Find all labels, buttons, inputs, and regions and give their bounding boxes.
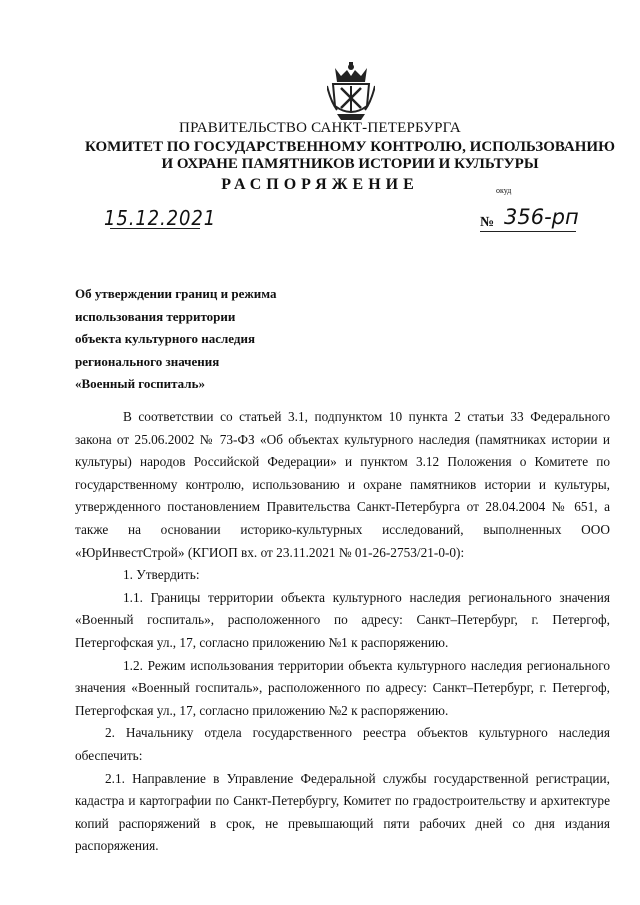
number-sign: № <box>480 215 495 230</box>
handwritten-number: 356-рп <box>504 205 579 229</box>
title-line: регионального значения <box>75 353 220 369</box>
clause-2-1: 2.1. Направление в Управление Федеральной службы государственной регистрации, кадастра и картографии по Санкт-Петербургу, Комитет по градостроительству и архитектуре копий распоряжений в срок, не превышающий пяти рабочих дней со дня издания распоряжения. <box>75 770 610 854</box>
committee-name <box>60 139 640 173</box>
committee-name-line-1: КОМИТЕТ ПО ГОСУДАРСТВЕННОМУ КОНТРОЛЮ, ИСПОЛЬЗОВАНИЮ <box>85 139 615 155</box>
committee-name-line-2: И ОХРАНЕ ПАМЯТНИКОВ ИСТОРИИ И КУЛЬТУРЫ <box>161 156 539 172</box>
coat-of-arms-emblem-icon <box>327 62 375 122</box>
preamble-paragraph: В соответствии со статьей 3.1, подпунктом 10 пункта 2 статьи 33 Федерального закона от 25.06.2002 № 73-ФЗ «Об объектах культурного наследия (памятниках истории и культуры) народов Российской Федерации» и пунктом 3.12 Положения о Комитете по государственному контролю, использованию и охране памятников истории и культуры, утвержденного постановлением Правительства Санкт-Петербурга от 28.04.2004 № 651, а также на основании историко-культурных исследований, выполненных ООО «ЮрИнвестСтрой» (КГИОП вх. от 23.11.2021 № 01-26-2753/21-0-0): <box>75 409 610 560</box>
handwritten-date: 15.12.2021 <box>104 206 217 230</box>
title-line: использования территории <box>75 308 236 324</box>
clause-1-1: 1.1. Границы территории объекта культурного наследия регионального значения «Военный госпиталь», расположенного по адресу: Санкт–Петербург, г. Петергоф, Петергофская ул., 17, согласно приложению №1 к распоряжению. <box>75 589 610 650</box>
title-line: объекта культурного наследия <box>75 331 255 346</box>
okud-label: окуд <box>496 186 512 195</box>
title-line: «Военный госпиталь» <box>75 376 205 391</box>
clause-1-2: 1.2. Режим использования территории объекта культурного наследия регионального значения «Военный госпиталь», расположенного по адресу: Санкт–Петербург, г. Петергоф, Петергофская ул., 17, согласно приложению №2 к распоряжению. <box>75 657 610 718</box>
clause-1: 1. Утвердить: <box>123 567 200 583</box>
clause-2: 2. Начальнику отдела государственного реестра объектов культурного наследия обеспечить: <box>75 725 610 763</box>
document-body <box>75 406 610 858</box>
document-title <box>75 283 375 396</box>
document-type-heading: РАСПОРЯЖЕНИЕ <box>221 176 419 193</box>
title-line: Об утверждении границ и режима <box>75 286 277 301</box>
government-name: ПРАВИТЕЛЬСТВО САНКТ-ПЕТЕРБУРГА <box>179 120 461 136</box>
